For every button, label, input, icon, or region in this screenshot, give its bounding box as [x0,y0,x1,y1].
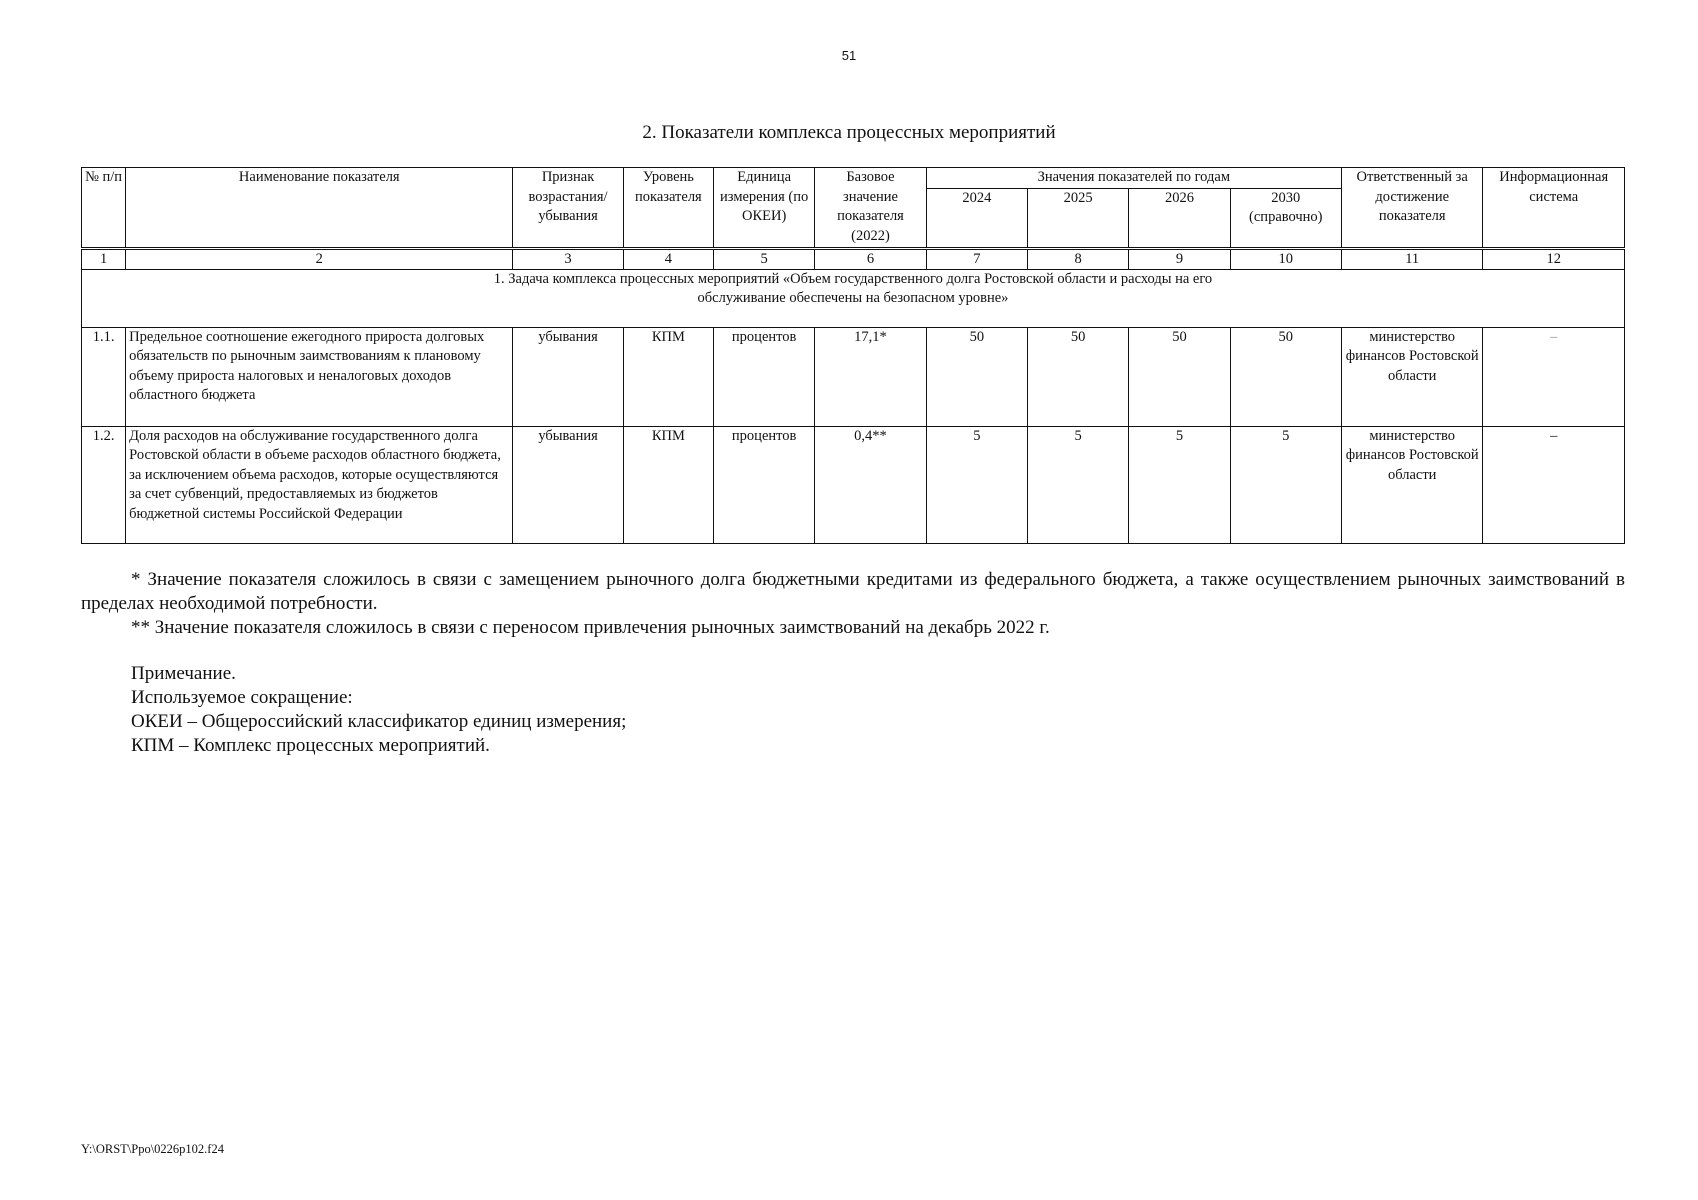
header-year-2025: 2025 [1027,188,1128,248]
column-number: 12 [1483,248,1625,269]
row-responsible: министерство финансов Ростовской области [1341,327,1482,426]
header-year-2024: 2024 [926,188,1027,248]
header-year-2026: 2026 [1129,188,1230,248]
header-responsible: Ответственный за достижение показателя [1341,168,1482,249]
indicators-table [81,167,1625,544]
row-value-2030: 50 [1230,327,1341,426]
column-number: 7 [926,248,1027,269]
row-unit: процентов [714,327,815,426]
note-item: ОКЕИ – Общероссийский классификатор единиц измерения; [131,711,627,732]
column-number: 8 [1027,248,1128,269]
document-path: Y:\ORST\Ppo\0226p102.f24 [81,1142,224,1156]
page-number: 51 [841,48,857,63]
column-number: 2 [126,248,513,269]
row-indicator-name: Предельное соотношение ежегодного прироста долговых обязательств по рыночным заимствованиям к плановому объему прироста налоговых и неналоговых доходов областного бюджета [126,327,513,426]
row-trend: убывания [513,327,623,426]
header-level: Уровень показателя [623,168,713,249]
row-responsible: министерство финансов Ростовской области [1341,426,1482,543]
header-info-system: Информационная система [1483,168,1625,249]
table-row [82,327,1625,426]
table-row [82,426,1625,543]
header-base: Базовое значение показателя (2022) [815,168,926,249]
notes [131,662,626,758]
footnote: ** Значение показателя сложилось в связи с переносом привлечения рыночных заимствований на декабрь 2022 г. [131,617,1050,638]
header-years-group: Значения показателей по годам [926,168,1341,189]
row-value-2024: 50 [926,327,1027,426]
column-number: 3 [513,248,623,269]
row-num: 1.1. [82,327,126,426]
column-number: 11 [1341,248,1482,269]
row-value-2025: 5 [1027,426,1128,543]
header-trend: Признак возрастания/ убывания [513,168,623,249]
row-trend: убывания [513,426,623,543]
column-number: 5 [714,248,815,269]
row-value-2025: 50 [1027,327,1128,426]
section-title: 2. Показатели комплекса процессных мероприятий [642,122,1056,143]
column-number-row [82,248,1625,269]
note-item: КПМ – Комплекс процессных мероприятий. [131,735,490,756]
column-number: 10 [1230,248,1341,269]
column-number: 9 [1129,248,1230,269]
header-unit: Единица измерения (по ОКЕИ) [714,168,815,249]
row-unit: процентов [714,426,815,543]
column-number: 4 [623,248,713,269]
row-value-2026: 50 [1129,327,1230,426]
row-level: КПМ [623,327,713,426]
row-base-value: 17,1* [815,327,926,426]
header-year-2030: 2030 (справочно) [1230,188,1341,248]
column-number: 6 [815,248,926,269]
row-indicator-name: Доля расходов на обслуживание государственного долга Ростовской области в объеме расходов областного бюджета, за исключением объема расходов, которые осуществляются за счет субвенций, предоставляемых из бюджетов бюджетной системы Российской Федерации [126,426,513,543]
row-value-2026: 5 [1129,426,1230,543]
row-num: 1.2. [82,426,126,543]
row-base-value: 0,4** [815,426,926,543]
task-title: 1. Задача комплекса процессных мероприятий «Объем государственного долга Ростовской области и расходы на его обслуживание обеспечены на безопасном уровне» [82,269,1625,327]
notes-title: Примечание. [131,663,236,684]
footnote: * Значение показателя сложилось в связи с замещением рыночного долга бюджетными кредитами из федерального бюджета, а также осуществлением рыночных заимствований в пределах необходимой потребности. [81,569,1625,614]
row-value-2024: 5 [926,426,1027,543]
header-name: Наименование показателя [126,168,513,249]
notes-abbr-title: Используемое сокращение: [131,687,353,708]
row-value-2030: 5 [1230,426,1341,543]
column-number: 1 [82,248,126,269]
header-num: № п/п [82,168,126,249]
row-level: КПМ [623,426,713,543]
row-info-system: – [1483,327,1625,426]
footnotes [81,568,1625,640]
row-info-system: – [1483,426,1625,543]
